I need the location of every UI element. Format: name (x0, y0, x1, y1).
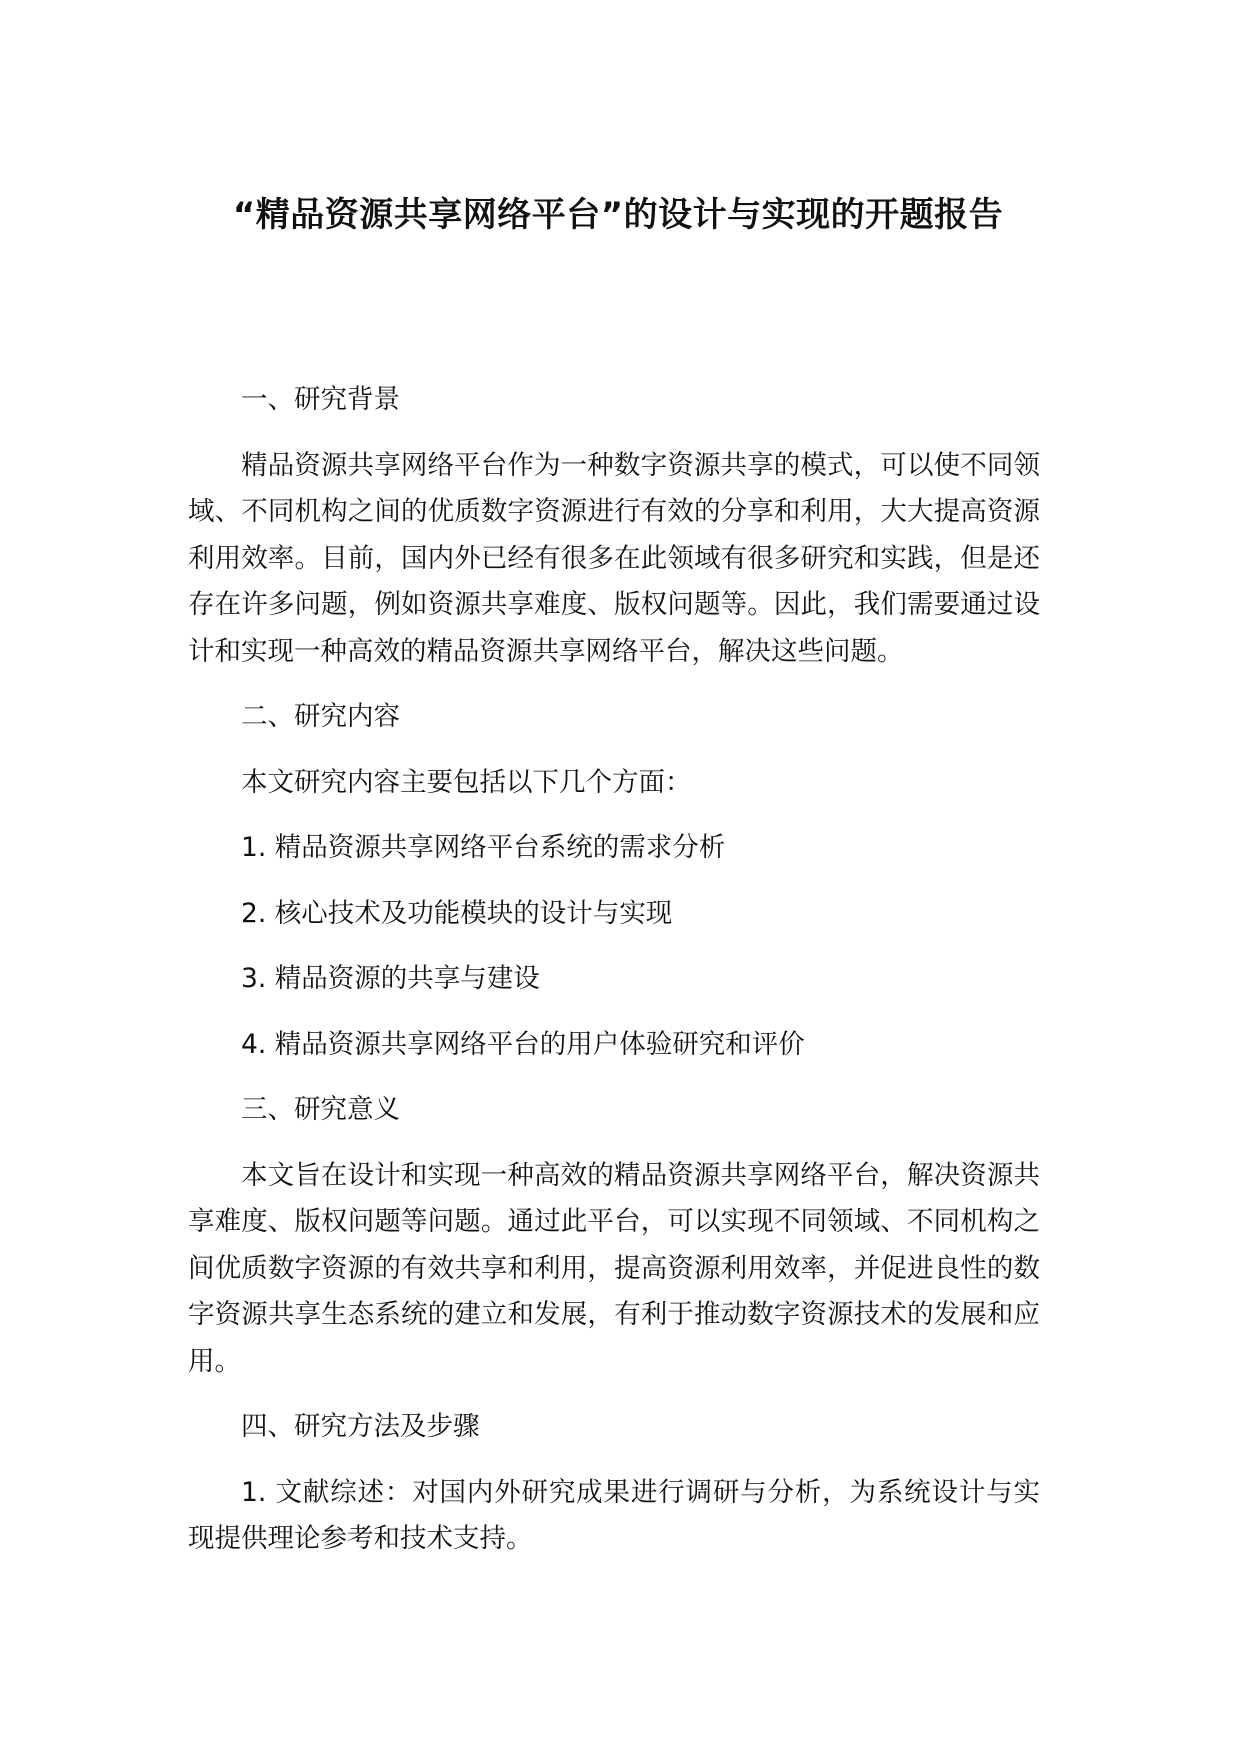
section-heading-content: 二、研究内容 (241, 701, 400, 732)
list-item-content-4: 4. 精品资源共享网络平台的用户体验研究和评价 (241, 1028, 805, 1060)
list-item-content-2: 2. 核心技术及功能模块的设计与实现 (241, 897, 673, 929)
document-title: “精品资源共享网络平台”的设计与实现的开题报告 (232, 195, 1004, 235)
section-heading-significance: 三、研究意义 (241, 1094, 400, 1125)
list-item-methods-1: 1. 文献综述：对国内外研究成果进行调研与分析，为系统设计与实现提供理论参考和技术支持。 (188, 1476, 1040, 1554)
document-body (188, 377, 1040, 1563)
section-heading-background: 一、研究背景 (241, 384, 400, 415)
list-item-content-1: 1. 精品资源共享网络平台系统的需求分析 (241, 832, 726, 863)
list-item-content-3: 3. 精品资源的共享与建设 (241, 963, 540, 994)
paragraph-background: 精品资源共享网络平台作为一种数字资源共享的模式，可以使不同领域、不同机构之间的优质数字资源进行有效的分享和利用，大大提高资源利用效率。目前，国内外已经有很多在此领域有很多研究和实践，但是还存在许多问题，例如资源共享难度、版权问题等。因此，我们需要通过设计和实现一种高效的精品资源共享网络平台，解决这些问题。 (188, 449, 1040, 667)
paragraph-significance: 本文旨在设计和实现一种高效的精品资源共享网络平台，解决资源共享难度、版权问题等问题。通过此平台，可以实现不同领域、不同机构之间优质数字资源的有效共享和利用，提高资源利用效率，并促进良性的数字资源共享生态系统的建立和发展，有利于推动数字资源技术的发展和应用。 (188, 1159, 1040, 1377)
paragraph-content-intro: 本文研究内容主要包括以下几个方面： (241, 766, 692, 798)
section-heading-methods: 四、研究方法及步骤 (241, 1411, 480, 1442)
